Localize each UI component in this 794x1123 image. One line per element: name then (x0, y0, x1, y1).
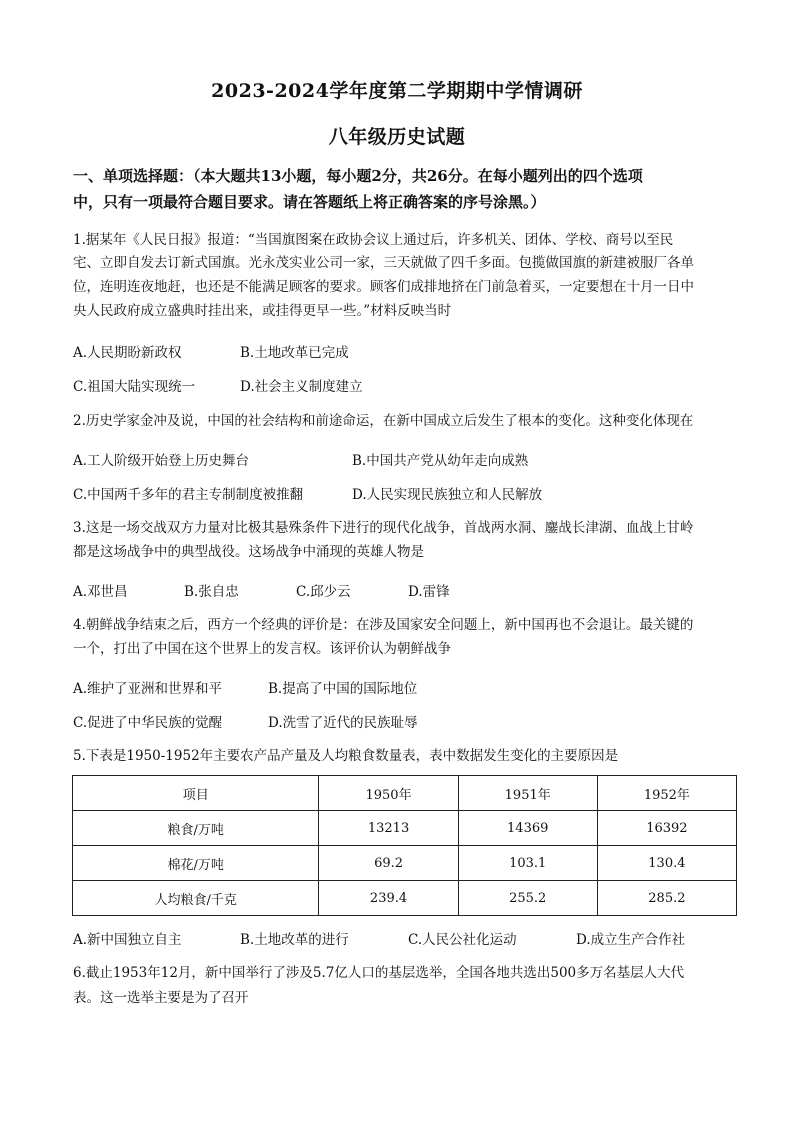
table-header-cell: 1952年 (597, 776, 736, 811)
table-header-row (73, 776, 737, 811)
section-instructions-line-1: 一、单项选择题：（本大题共13小题，每小题2分，共26分。在每小题列出的四个选项 (73, 167, 643, 185)
question-3-option-b[interactable]: B.张自忠 (184, 584, 239, 600)
question-1-line-3: 位，连明连夜地赶，也还是不能满足顾客的要求。顾客们成排地挤在门前急着买，一定要想在十月一日中 (73, 279, 694, 295)
table-cell: 239.4 (319, 881, 458, 916)
question-1-option-d[interactable]: D.社会主义制度建立 (240, 379, 363, 395)
question-3-line-1: 3.这是一场交战双方力量对比极其悬殊条件下进行的现代化战争，首战两水洞、鏖战长津湖、血战上甘岭 (73, 520, 694, 536)
question-5-line-1: 5.下表是1950-1952年主要农产品产量及人均粮食数量表，表中数据发生变化的主要原因是 (73, 748, 619, 764)
question-3-line-2: 都是这场战争中的典型战役。这场战争中涌现的英雄人物是 (73, 544, 424, 560)
question-1-line-1: 1.据某年《人民日报》报道：“当国旗图案在政协会议上通过后，许多机关、团体、学校、商号以至民 (73, 232, 674, 248)
question-1-line-4: 央人民政府成立盛典时挂出来，或挂得更早一些。”材料反映当时 (73, 303, 452, 319)
exam-subtitle: 八年级历史试题 (328, 126, 466, 148)
table-cell: 16392 (597, 811, 736, 846)
table-row (73, 846, 737, 881)
question-6-line-2: 表。这一选举主要是为了召开 (73, 990, 249, 1006)
table-cell: 人均粮食/千克 (73, 881, 319, 916)
question-3-option-a[interactable]: A.邓世昌 (73, 584, 128, 600)
question-6-line-1: 6.截止1953年12月，新中国举行了涉及5.7亿人口的基层选举，全国各地共选出500多万名基层人大代 (73, 965, 685, 981)
table-cell: 103.1 (458, 846, 597, 881)
question-3-option-d[interactable]: D.雷锋 (408, 584, 450, 600)
question-4-line-1: 4.朝鲜战争结束之后，西方一个经典的评价是：在涉及国家安全问题上，新中国再也不会退让。最关键的 (73, 617, 694, 633)
table-cell: 13213 (319, 811, 458, 846)
production-table (72, 775, 737, 916)
table-cell: 棉花/万吨 (73, 846, 319, 881)
question-1-option-a[interactable]: A.人民期盼新政权 (73, 345, 182, 361)
question-1-line-2: 宅、立即自发去订新式国旗。光永茂实业公司一家，三天就做了四千多面。包揽做国旗的新建被服厂各单 (73, 255, 694, 271)
question-5-option-c[interactable]: C.人民公社化运动 (408, 932, 517, 948)
question-4-line-2: 一个，打出了中国在这个世界上的发言权。该评价认为朝鲜战争 (73, 641, 451, 657)
table-header-cell: 1951年 (458, 776, 597, 811)
table-cell: 69.2 (319, 846, 458, 881)
question-2-line-1: 2.历史学家金冲及说，中国的社会结构和前途命运，在新中国成立后发生了根本的变化。这种变化体现在 (73, 413, 694, 429)
question-2-option-b[interactable]: B.中国共产党从幼年走向成熟 (352, 453, 529, 469)
section-instructions-line-2: 中，只有一项最符合题目要求。请在答题纸上将正确答案的序号涂黑。） (73, 193, 546, 211)
question-4-option-c[interactable]: C.促进了中华民族的觉醒 (73, 715, 223, 731)
question-3-option-c[interactable]: C.邱少云 (296, 584, 351, 600)
question-4-option-a[interactable]: A.维护了亚洲和世界和平 (73, 681, 223, 697)
table-header-cell: 1950年 (319, 776, 458, 811)
question-5-option-a[interactable]: A.新中国独立自主 (73, 932, 182, 948)
table-header-cell: 项目 (73, 776, 319, 811)
table-cell: 255.2 (458, 881, 597, 916)
exam-title: 2023-2024学年度第二学期期中学情调研 (211, 80, 583, 102)
question-2-option-d[interactable]: D.人民实现民族独立和人民解放 (352, 487, 543, 503)
question-2-option-a[interactable]: A.工人阶级开始登上历史舞台 (73, 453, 250, 469)
question-1-option-b[interactable]: B.土地改革已完成 (240, 345, 349, 361)
table-row (73, 811, 737, 846)
question-4-option-b[interactable]: B.提高了中国的国际地位 (268, 681, 418, 697)
table-row (73, 881, 737, 916)
question-5-option-b[interactable]: B.土地改革的进行 (240, 932, 349, 948)
table-cell: 130.4 (597, 846, 736, 881)
table-cell: 14369 (458, 811, 597, 846)
question-4-option-d[interactable]: D.洗雪了近代的民族耻辱 (268, 715, 418, 731)
question-2-option-c[interactable]: C.中国两千多年的君主专制制度被推翻 (73, 487, 304, 503)
question-5-option-d[interactable]: D.成立生产合作社 (576, 932, 686, 948)
table-cell: 285.2 (597, 881, 736, 916)
question-1-option-c[interactable]: C.祖国大陆实现统一 (73, 379, 196, 395)
table-cell: 粮食/万吨 (73, 811, 319, 846)
